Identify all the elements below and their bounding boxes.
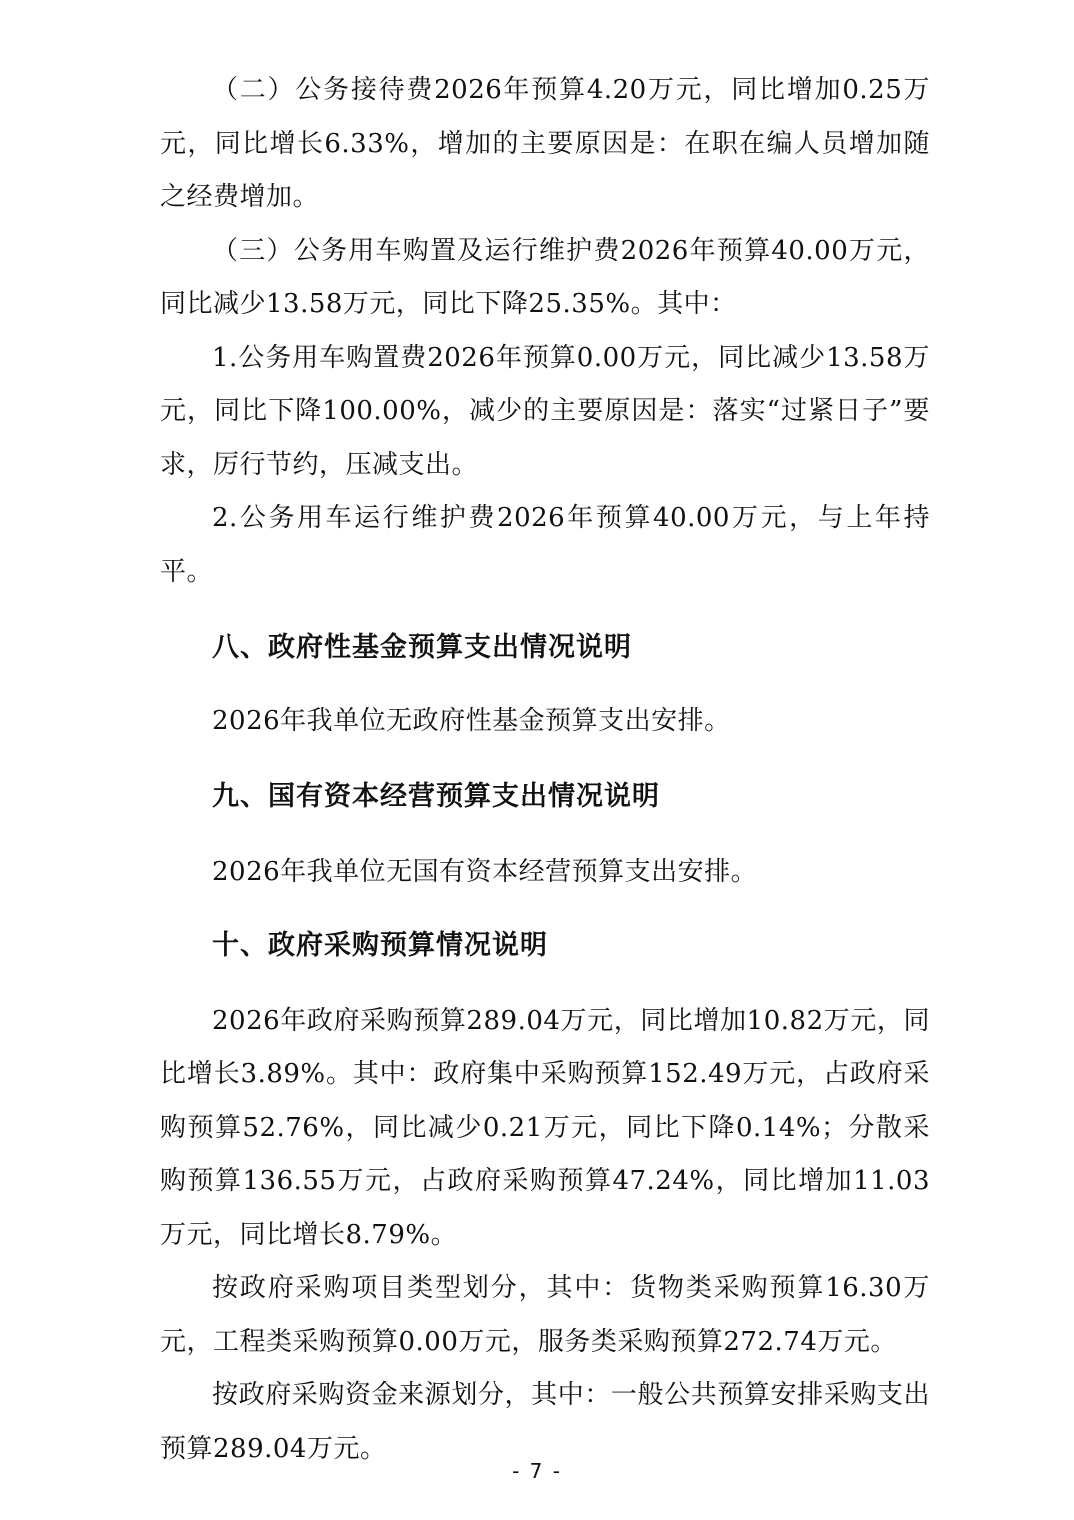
section-heading-state-capital: 九、国有资本经营预算支出情况说明 [212, 781, 660, 812]
spacer [160, 824, 930, 846]
paragraph-state-capital: 2026年我单位无国有资本经营预算支出安排。 [212, 856, 758, 887]
page-number: - 7 - [512, 1459, 562, 1483]
section-heading-government-fund: 八、政府性基金预算支出情况说明 [212, 632, 632, 663]
paragraph-vehicle-purchase: 1.公务用车购置费2026年预算0.00万元，同比减少13.58万元，同比下降100.00%，减少的主要原因是：落实“过紧日子”要求，厉行节约，压减支出。 [160, 342, 930, 480]
document-body [160, 64, 930, 1476]
spacer [160, 899, 930, 919]
section-heading-procurement: 十、政府采购预算情况说明 [212, 930, 548, 961]
paragraph-vehicle-maintenance: 2.公务用车运行维护费2026年预算40.00万元，与上年持平。 [160, 503, 930, 587]
spacer [160, 748, 930, 770]
paragraph-procurement-by-source: 按政府采购资金来源划分，其中：一般公共预算安排采购支出预算289.04万元。 [160, 1380, 930, 1464]
spacer [160, 599, 930, 621]
spacer [160, 973, 930, 995]
paragraph-reception-expenses: （二）公务接待费2026年预算4.20万元，同比增加0.25万元，同比增长6.33%，增加的主要原因是：在职在编人员增加随之经费增加。 [160, 75, 930, 212]
spacer [160, 675, 930, 695]
paragraph-procurement-by-type: 按政府采购项目类型划分，其中：货物类采购预算16.30万元，工程类采购预算0.00万元，服务类采购预算272.74万元。 [160, 1273, 930, 1357]
paragraph-procurement-summary: 2026年政府采购预算289.04万元，同比增加10.82万元，同比增长3.89%。其中：政府集中采购预算152.49万元，占政府采购预算52.76%，同比减少0.21万元，同比下降0.14%；分散采购预算136.55万元，占政府采购预算47.24%，同比增加11.03万元，同比增长8.79%。 [160, 1005, 930, 1250]
paragraph-vehicle-expenses: （三）公务用车购置及运行维护费2026年预算40.00万元，同比减少13.58万元，同比下降25.35%。其中： [160, 235, 930, 319]
paragraph-government-fund: 2026年我单位无政府性基金预算支出安排。 [212, 705, 731, 736]
